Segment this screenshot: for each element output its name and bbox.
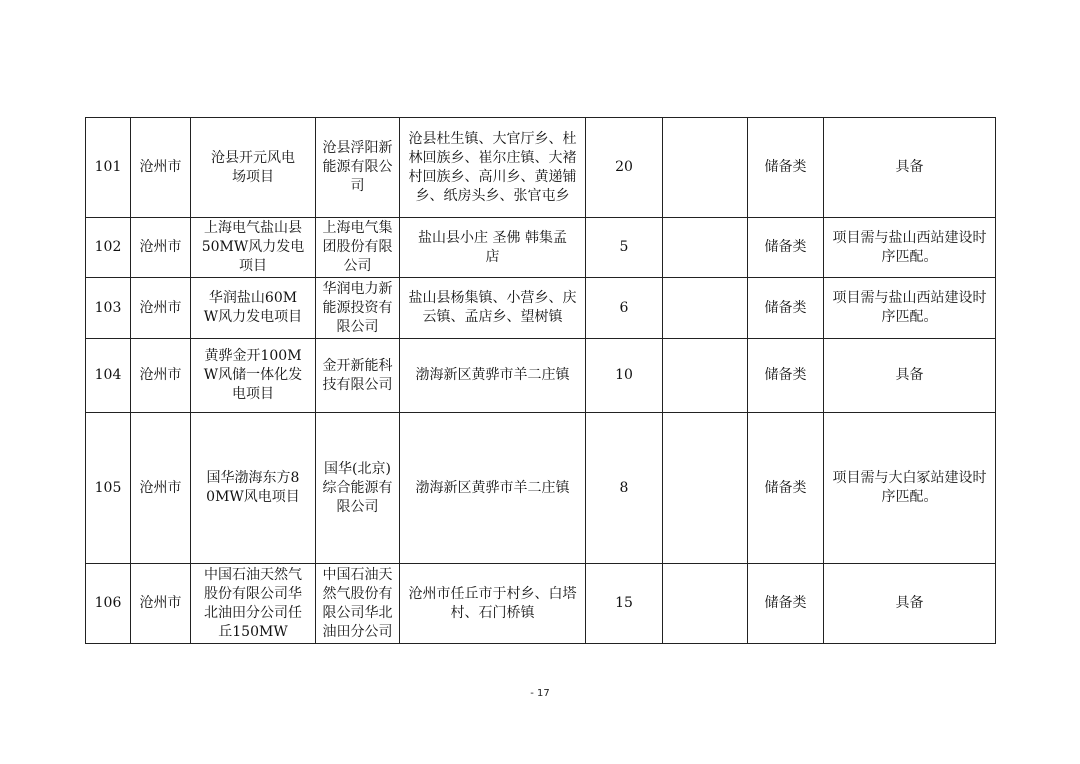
project-table bbox=[85, 117, 996, 644]
table-row bbox=[86, 339, 996, 413]
project-name: 华润盐山60MW风力发电项目 bbox=[191, 278, 316, 339]
table-row bbox=[86, 413, 996, 564]
row-number: 103 bbox=[86, 278, 131, 339]
capacity: 20 bbox=[586, 118, 663, 218]
location: 沧县杜生镇、大官厅乡、杜林回族乡、崔尔庄镇、大褚村回族乡、高川乡、黄递铺乡、纸房头乡、张官屯乡 bbox=[400, 118, 586, 218]
note bbox=[663, 413, 748, 564]
table-row bbox=[86, 278, 996, 339]
company-name: 中国石油天然气股份有限公司华北油田分公司 bbox=[316, 564, 400, 644]
project-name: 上海电气盐山县50MW风力发电项目 bbox=[191, 218, 316, 278]
capacity: 10 bbox=[586, 339, 663, 413]
note bbox=[663, 278, 748, 339]
project-name: 沧县开元风电场项目 bbox=[191, 118, 316, 218]
project-name: 国华渤海东方80MW风电项目 bbox=[191, 413, 316, 564]
city: 沧州市 bbox=[131, 118, 191, 218]
table-row bbox=[86, 118, 996, 218]
table-body bbox=[86, 118, 996, 644]
condition: 具备 bbox=[824, 118, 996, 218]
row-number: 106 bbox=[86, 564, 131, 644]
condition: 项目需与盐山西站建设时序匹配。 bbox=[824, 218, 996, 278]
table-row bbox=[86, 218, 996, 278]
capacity: 8 bbox=[586, 413, 663, 564]
condition: 具备 bbox=[824, 564, 996, 644]
row-number: 101 bbox=[86, 118, 131, 218]
note bbox=[663, 339, 748, 413]
category: 储备类 bbox=[748, 564, 824, 644]
note bbox=[663, 218, 748, 278]
condition: 项目需与盐山西站建设时序匹配。 bbox=[824, 278, 996, 339]
row-number: 102 bbox=[86, 218, 131, 278]
company-name: 华润电力新能源投资有限公司 bbox=[316, 278, 400, 339]
capacity: 5 bbox=[586, 218, 663, 278]
category: 储备类 bbox=[748, 339, 824, 413]
company-name: 金开新能科技有限公司 bbox=[316, 339, 400, 413]
company-name: 国华(北京)综合能源有限公司 bbox=[316, 413, 400, 564]
row-number: 104 bbox=[86, 339, 131, 413]
location: 渤海新区黄骅市羊二庄镇 bbox=[400, 413, 586, 564]
company-name: 沧县浮阳新能源有限公司 bbox=[316, 118, 400, 218]
capacity: 6 bbox=[586, 278, 663, 339]
row-number: 105 bbox=[86, 413, 131, 564]
project-name: 黄骅金开100MW风储一体化发电项目 bbox=[191, 339, 316, 413]
category: 储备类 bbox=[748, 413, 824, 564]
table-row bbox=[86, 564, 996, 644]
page-number: - 17 bbox=[530, 688, 550, 699]
note bbox=[663, 118, 748, 218]
city: 沧州市 bbox=[131, 413, 191, 564]
company-name: 上海电气集团股份有限公司 bbox=[316, 218, 400, 278]
location: 盐山县小庄 圣佛 韩集孟店 bbox=[400, 218, 586, 278]
city: 沧州市 bbox=[131, 564, 191, 644]
category: 储备类 bbox=[748, 218, 824, 278]
location: 渤海新区黄骅市羊二庄镇 bbox=[400, 339, 586, 413]
city: 沧州市 bbox=[131, 339, 191, 413]
location: 盐山县杨集镇、小营乡、庆云镇、孟店乡、望树镇 bbox=[400, 278, 586, 339]
city: 沧州市 bbox=[131, 218, 191, 278]
project-name: 中国石油天然气股份有限公司华北油田分公司任丘150MW bbox=[191, 564, 316, 644]
condition: 具备 bbox=[824, 339, 996, 413]
location: 沧州市任丘市于村乡、白塔村、石门桥镇 bbox=[400, 564, 586, 644]
city: 沧州市 bbox=[131, 278, 191, 339]
category: 储备类 bbox=[748, 278, 824, 339]
category: 储备类 bbox=[748, 118, 824, 218]
condition: 项目需与大白冢站建设时序匹配。 bbox=[824, 413, 996, 564]
note bbox=[663, 564, 748, 644]
capacity: 15 bbox=[586, 564, 663, 644]
